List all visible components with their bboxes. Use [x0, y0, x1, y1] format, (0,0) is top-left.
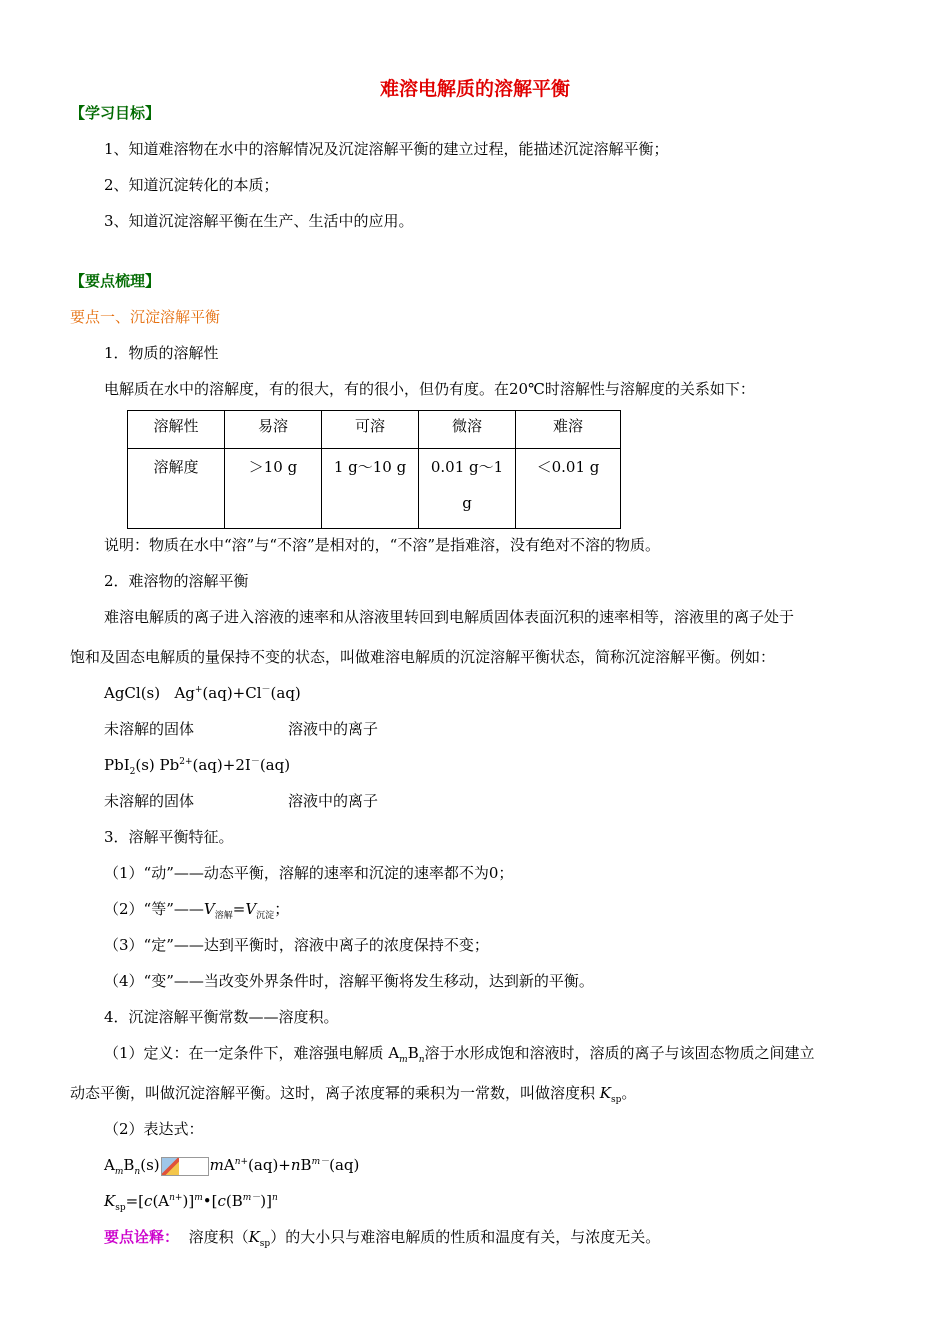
goal-item-1: 1、知道难溶物在水中的溶解情况及沉淀溶解平衡的建立过程，能描述沉淀溶解平衡； [104, 140, 669, 158]
feature-4: （4）“变”——当改变外界条件时，溶解平衡将发生移动，达到新的平衡。 [104, 972, 594, 990]
expr-exponent: m [194, 1193, 203, 1203]
def-text: 溶于水形成饱和溶液时，溶质的离子与该固态物质之间建立 [424, 1044, 815, 1062]
document-title: 难溶电解质的溶解平衡 [379, 78, 570, 100]
ksp-symbol: K [104, 1192, 116, 1210]
def-text: 。 [621, 1084, 637, 1102]
expr-part: (s) [140, 1156, 160, 1174]
velocity-symbol: V [245, 900, 257, 918]
eq-part: (aq) [259, 756, 291, 774]
expr-coef: n [290, 1156, 301, 1174]
table-header-cell: 溶解性 [128, 411, 225, 449]
section-1-title: 1．物质的溶解性 [104, 344, 219, 362]
eq1-label-solid: 未溶解的固体 [104, 720, 195, 738]
table-cell: ＞10 g [225, 449, 322, 529]
eq-part: (s) Pb [135, 756, 180, 774]
eq2-label-solid: 未溶解的固体 [104, 792, 195, 810]
eq2-label-ions: 溶液中的离子 [288, 792, 379, 810]
def-text: 动态平衡，叫做沉淀溶解平衡。这时，离子浓度幂的乘积为一常数，叫做溶度积 [70, 1084, 600, 1102]
ksp-symbol: K [599, 1084, 611, 1102]
def-text: （1）定义：在一定条件下，难溶强电解质 A [104, 1044, 400, 1062]
ksp-subscript: sp [259, 1239, 271, 1249]
ksp-definition-line-1 [104, 1043, 815, 1063]
expr-part: B [123, 1156, 135, 1174]
expr-charge: m－ [311, 1157, 330, 1167]
expr-charge: n+ [234, 1157, 249, 1167]
velocity-symbol: V [203, 900, 215, 918]
expr-subscript: n [134, 1167, 141, 1177]
concentration-symbol: c [144, 1192, 153, 1210]
table-cell: ＜0.01 g [516, 449, 621, 529]
note-text: ）的大小只与难溶电解质的性质和温度有关，与浓度无关。 [270, 1228, 661, 1246]
eq-charge: 2+ [179, 757, 193, 767]
eq-charge: － [250, 757, 260, 767]
feature-text: （2）“等”—— [104, 900, 204, 918]
eq-part: Ag [174, 684, 195, 702]
eq-part: AgCl(s) [104, 684, 161, 702]
table-header-cell: 易溶 [225, 411, 322, 449]
note-label: 要点诠释： [104, 1228, 180, 1246]
expr-part: A [104, 1156, 115, 1174]
table-header-cell: 难溶 [516, 411, 621, 449]
eq-part: (aq)+Cl [202, 684, 262, 702]
expr-part: (B [225, 1192, 243, 1210]
equation-pbi2 [104, 755, 290, 775]
ksp-definition-line-2 [70, 1083, 636, 1103]
feature-text: = [232, 900, 246, 918]
table-header-cell: 可溶 [322, 411, 419, 449]
def-subscript: n [418, 1055, 425, 1065]
expr-part: )] [182, 1192, 195, 1210]
expr-part: =[ [125, 1192, 145, 1210]
feature-2 [104, 899, 289, 919]
eq-charge: － [261, 685, 271, 695]
point-1-title: 要点一、沉淀溶解平衡 [70, 308, 221, 326]
section-1-intro: 电解质在水中的溶解度，有的很大，有的很小，但仍有度。在20℃时溶解性与溶解度的关系如下： [104, 380, 755, 398]
velocity-subscript: 沉淀 [256, 911, 275, 921]
ksp-equilibrium-equation [104, 1155, 359, 1176]
expr-part: (aq)+ [248, 1156, 291, 1174]
expr-charge: m－ [242, 1193, 261, 1203]
expression-title: （2）表达式： [104, 1120, 204, 1138]
table-cell: 0.01 g～1 g [419, 449, 516, 529]
def-text: B [407, 1044, 419, 1062]
expr-part: (A [152, 1192, 170, 1210]
expr-charge: n+ [169, 1193, 183, 1203]
concentration-symbol: c [217, 1192, 226, 1210]
expr-subscript: m [114, 1167, 124, 1177]
ksp-expression [104, 1191, 278, 1211]
table-cell: 1 g～10 g [322, 449, 419, 529]
section-3-title: 3．溶解平衡特征。 [104, 828, 234, 846]
key-note [104, 1227, 660, 1247]
eq-charge: + [194, 685, 203, 695]
eq1-label-ions: 溶液中的离子 [288, 720, 379, 738]
eq-part: (aq)+2I [192, 756, 251, 774]
section-1-note: 说明：物质在水中“溶”与“不溶”是相对的，“不溶”是指难溶，没有绝对不溶的物质。 [104, 536, 661, 554]
eq-part: PbI [104, 756, 130, 774]
table-row [128, 449, 621, 529]
note-text: 溶度积（ [188, 1228, 249, 1246]
section-2-text-line-1: 难溶电解质的离子进入溶液的速率和从溶液里转回到电解质固体表面沉积的速率相等，溶液里的离子处于 [104, 608, 795, 626]
table-header-row [128, 411, 621, 449]
def-subscript: m [399, 1055, 408, 1065]
eq-part: (aq) [270, 684, 301, 702]
section-2-title: 2．难溶物的溶解平衡 [104, 572, 249, 590]
eq-subscript: 2 [129, 767, 136, 777]
goal-item-2: 2、知道沉淀转化的本质； [104, 176, 279, 194]
equilibrium-arrow-image-icon [161, 1157, 209, 1176]
expr-part: B [300, 1156, 312, 1174]
ksp-symbol: K [248, 1228, 260, 1246]
goal-item-3: 3、知道沉淀溶解平衡在生产、生活中的应用。 [104, 212, 414, 230]
expr-coef: m [209, 1156, 224, 1174]
feature-1: （1）“动”——动态平衡，溶解的速率和沉淀的速率都不为0； [104, 864, 514, 882]
velocity-subscript: 溶解 [214, 911, 233, 921]
table-header-cell: 微溶 [419, 411, 516, 449]
equation-agcl [104, 683, 301, 703]
section-4-title: 4．沉淀溶解平衡常数——溶度积。 [104, 1008, 339, 1026]
expr-exponent: n [271, 1193, 278, 1203]
ksp-subscript: sp [115, 1203, 126, 1213]
solubility-table [127, 410, 621, 529]
table-cell: 溶解度 [128, 449, 225, 529]
key-points-heading: 【要点梳理】 [70, 272, 161, 290]
expr-part: (aq) [329, 1156, 360, 1174]
learning-goals-heading: 【学习目标】 [70, 104, 161, 122]
feature-text: ； [274, 900, 290, 918]
expr-part: A [223, 1156, 235, 1174]
ksp-subscript: sp [611, 1095, 622, 1105]
expr-part: )] [260, 1192, 272, 1210]
expr-part: •[ [202, 1192, 218, 1210]
feature-3: （3）“定”——达到平衡时，溶液中离子的浓度保持不变； [104, 936, 489, 954]
section-2-text-line-2: 饱和及固态电解质的量保持不变的状态，叫做难溶电解质的沉淀溶解平衡状态，简称沉淀溶解平衡。例如： [70, 648, 776, 666]
